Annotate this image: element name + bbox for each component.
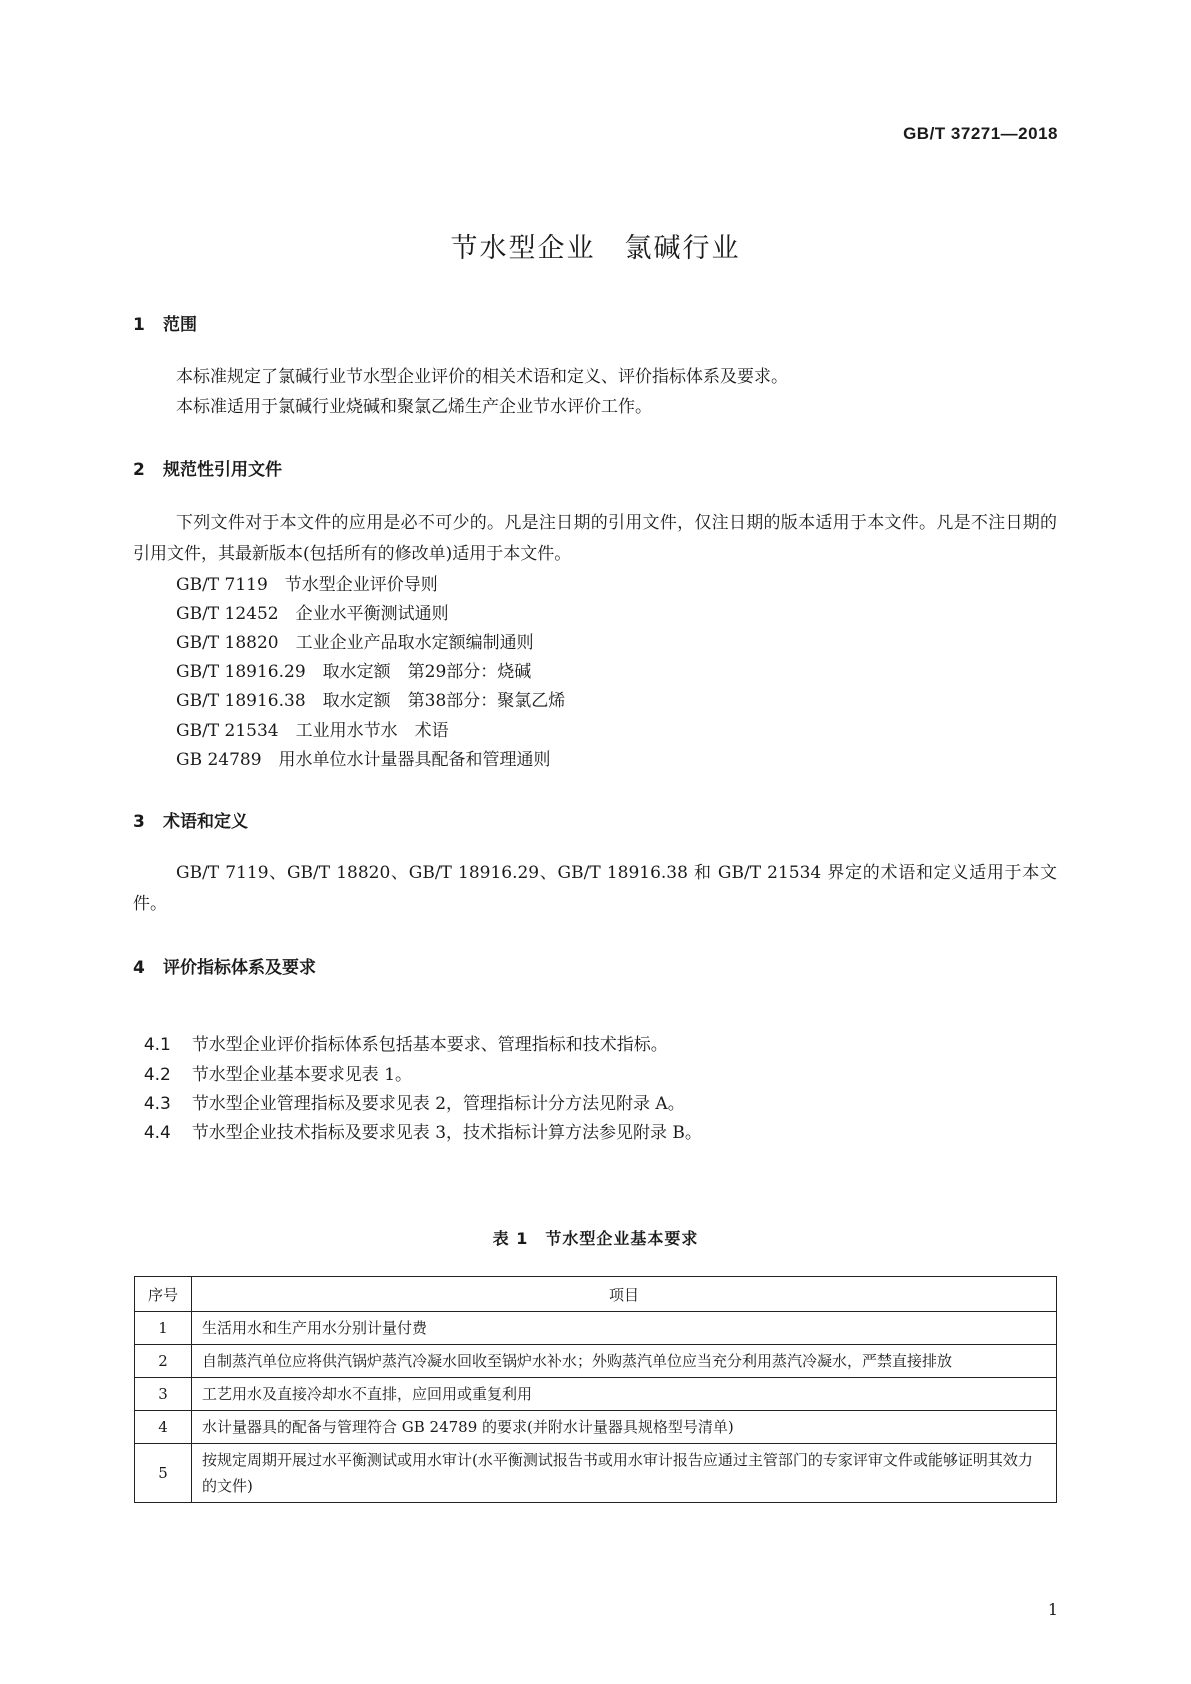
row-number: 4 xyxy=(135,1411,192,1444)
section-title: 规范性引用文件 xyxy=(163,460,282,480)
reference-item: GB 24789 用水单位水计量器具配备和管理通则 xyxy=(176,750,551,770)
section-4-heading xyxy=(133,953,316,978)
row-item: 生活用水和生产用水分别计量付费 xyxy=(192,1312,1057,1345)
row-number: 3 xyxy=(135,1378,192,1411)
normative-intro: 下列文件对于本文件的应用是必不可少的。凡是注日期的引用文件，仅注日期的版本适用于本文件。凡是不注日期的引用文件，其最新版本(包括所有的修改单)适用于本文件。 xyxy=(133,513,1057,564)
section-3-heading xyxy=(133,807,248,832)
table-row xyxy=(135,1411,1057,1444)
table-row xyxy=(135,1444,1057,1503)
table-caption: 表 1 节水型企业基本要求 xyxy=(492,1229,699,1248)
section-2-heading xyxy=(133,455,282,480)
section-title: 评价指标体系及要求 xyxy=(163,958,316,978)
clause-text: 节水型企业技术指标及要求见表 3，技术指标计算方法参见附录 B。 xyxy=(191,1123,702,1143)
document-title: 节水型企业 氯碱行业 xyxy=(450,233,741,264)
standard-code: GB/T 37271—2018 xyxy=(903,124,1058,143)
page-number: 1 xyxy=(1047,1600,1058,1619)
clause-number: 4.4 xyxy=(143,1123,171,1143)
requirements-table xyxy=(134,1276,1057,1503)
clause-number: 4.3 xyxy=(143,1094,171,1114)
row-item: 工艺用水及直接冷却水不直排，应回用或重复利用 xyxy=(192,1378,1057,1411)
section-1-heading xyxy=(133,310,197,335)
section-number: 4 xyxy=(133,958,145,978)
section-number: 1 xyxy=(133,315,145,335)
table-row xyxy=(135,1312,1057,1345)
reference-item: GB/T 18820 工业企业产品取水定额编制通则 xyxy=(176,633,534,653)
row-item: 水计量器具的配备与管理符合 GB 24789 的要求(并附水计量器具规格型号清单) xyxy=(192,1411,1057,1444)
clause-number: 4.2 xyxy=(143,1065,171,1085)
table-header-row xyxy=(135,1277,1057,1312)
clause-4-4 xyxy=(133,1098,702,1143)
table-row xyxy=(135,1345,1057,1378)
row-number: 2 xyxy=(135,1345,192,1378)
header-cell-item: 项目 xyxy=(192,1277,1057,1312)
reference-item: GB/T 18916.38 取水定额 第38部分：聚氯乙烯 xyxy=(176,691,566,711)
header-cell-number: 序号 xyxy=(135,1277,192,1312)
row-item: 自制蒸汽单位应将供汽锅炉蒸汽冷凝水回收至锅炉水补水；外购蒸汽单位应当充分利用蒸汽冷凝水，严禁直接排放 xyxy=(192,1345,1057,1378)
section-number: 3 xyxy=(133,812,145,832)
row-number: 5 xyxy=(135,1444,192,1503)
reference-item: GB/T 21534 工业用水节水 术语 xyxy=(176,721,449,741)
clause-number: 4.1 xyxy=(143,1035,171,1055)
section-number: 2 xyxy=(133,460,145,480)
reference-item: GB/T 12452 企业水平衡测试通则 xyxy=(176,604,449,624)
reference-item: GB/T 18916.29 取水定额 第29部分：烧碱 xyxy=(176,662,532,682)
reference-item: GB/T 7119 节水型企业评价导则 xyxy=(176,575,438,595)
section-title: 范围 xyxy=(163,315,197,335)
section-title: 术语和定义 xyxy=(163,812,248,832)
clause-text: 节水型企业评价指标体系包括基本要求、管理指标和技术指标。 xyxy=(191,1035,668,1055)
scope-paragraph-2: 本标准适用于氯碱行业烧碱和聚氯乙烯生产企业节水评价工作。 xyxy=(176,397,652,417)
scope-paragraph-1: 本标准规定了氯碱行业节水型企业评价的相关术语和定义、评价指标体系及要求。 xyxy=(176,367,788,387)
row-number: 1 xyxy=(135,1312,192,1345)
row-item: 按规定周期开展过水平衡测试或用水审计(水平衡测试报告书或用水审计报告应通过主管部门的专家评审文件或能够证明其效力的文件) xyxy=(192,1444,1057,1503)
clause-text: 节水型企业管理指标及要求见表 2，管理指标计分方法见附录 A。 xyxy=(191,1094,685,1114)
terms-paragraph: GB/T 7119、GB/T 18820、GB/T 18916.29、GB/T 18916.38 和 GB/T 21534 界定的术语和定义适用于本文件。 xyxy=(133,863,1057,914)
clause-text: 节水型企业基本要求见表 1。 xyxy=(191,1065,413,1085)
table-row xyxy=(135,1378,1057,1411)
